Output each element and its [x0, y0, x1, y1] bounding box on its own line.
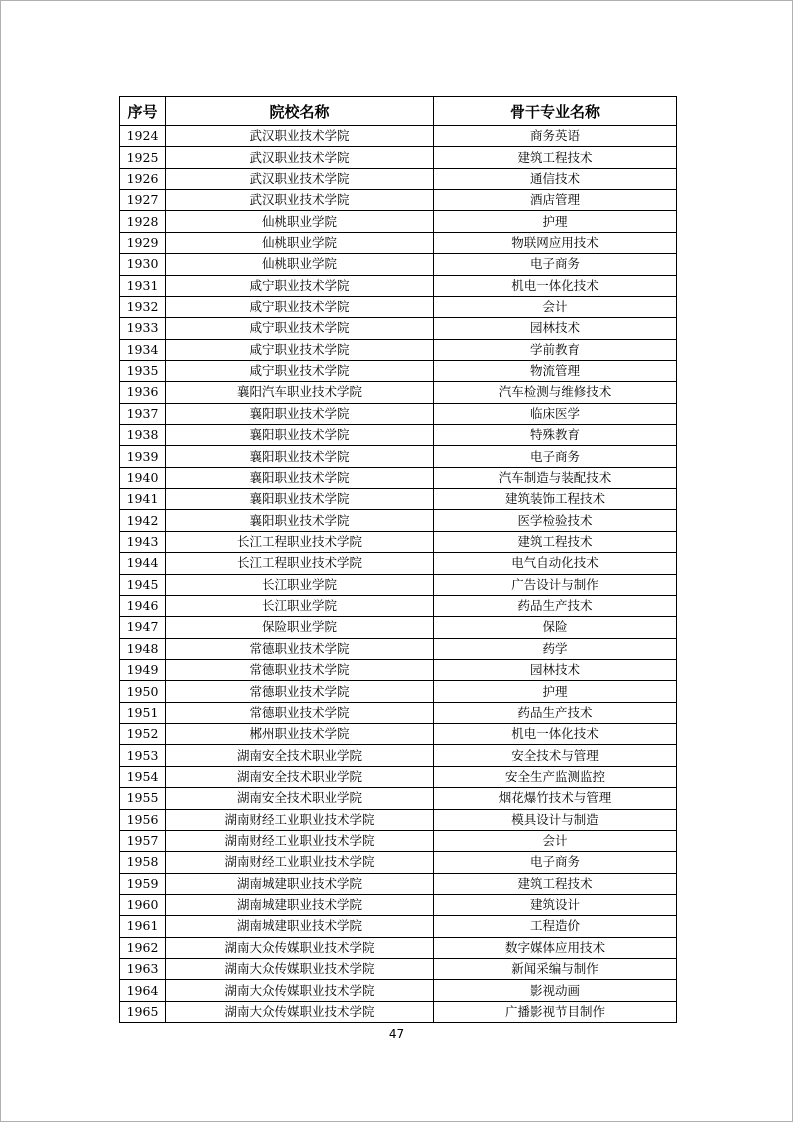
row-number-cell: 1950 [120, 681, 166, 702]
row-number-cell: 1937 [120, 403, 166, 424]
major-name-cell: 机电一体化技术 [434, 275, 677, 296]
school-name-cell: 湖南城建职业技术学院 [166, 873, 434, 894]
table-row [120, 809, 677, 830]
major-name-cell: 新闻采编与制作 [434, 959, 677, 980]
major-name-cell: 学前教育 [434, 339, 677, 360]
row-number-cell: 1935 [120, 360, 166, 381]
table-row [120, 232, 677, 253]
school-name-cell: 长江职业学院 [166, 595, 434, 616]
major-name-cell: 工程造价 [434, 916, 677, 937]
major-name-cell: 数字媒体应用技术 [434, 937, 677, 958]
school-name-cell: 湖南安全技术职业学院 [166, 788, 434, 809]
major-name-cell: 会计 [434, 296, 677, 317]
header-num: 序号 [120, 97, 166, 126]
major-name-cell: 安全技术与管理 [434, 745, 677, 766]
table-row [120, 403, 677, 424]
row-number-cell: 1963 [120, 959, 166, 980]
row-number-cell: 1948 [120, 638, 166, 659]
school-name-cell: 常德职业技术学院 [166, 681, 434, 702]
row-number-cell: 1944 [120, 553, 166, 574]
school-name-cell: 常德职业技术学院 [166, 638, 434, 659]
school-name-cell: 湖南大众传媒职业技术学院 [166, 980, 434, 1001]
table-row [120, 638, 677, 659]
row-number-cell: 1939 [120, 446, 166, 467]
table-row [120, 852, 677, 873]
school-name-cell: 湖南大众传媒职业技术学院 [166, 959, 434, 980]
major-name-cell: 安全生产监测监控 [434, 766, 677, 787]
school-name-cell: 仙桃职业学院 [166, 232, 434, 253]
major-name-cell: 护理 [434, 681, 677, 702]
table-row [120, 296, 677, 317]
school-name-cell: 襄阳职业技术学院 [166, 467, 434, 488]
table-row [120, 894, 677, 915]
row-number-cell: 1951 [120, 702, 166, 723]
school-name-cell: 湖南财经工业职业技术学院 [166, 809, 434, 830]
school-name-cell: 襄阳职业技术学院 [166, 489, 434, 510]
table-row [120, 659, 677, 680]
school-name-cell: 郴州职业技术学院 [166, 724, 434, 745]
school-name-cell: 长江职业学院 [166, 574, 434, 595]
major-name-cell: 广播影视节目制作 [434, 1001, 677, 1022]
school-name-cell: 湖南财经工业职业技术学院 [166, 852, 434, 873]
major-name-cell: 建筑装饰工程技术 [434, 489, 677, 510]
row-number-cell: 1964 [120, 980, 166, 1001]
majors-table [119, 96, 677, 1023]
school-name-cell: 襄阳汽车职业技术学院 [166, 382, 434, 403]
major-name-cell: 建筑工程技术 [434, 147, 677, 168]
table-row [120, 916, 677, 937]
table-row [120, 681, 677, 702]
page-number: 47 [388, 1027, 405, 1041]
school-name-cell: 湖南安全技术职业学院 [166, 745, 434, 766]
major-name-cell: 护理 [434, 211, 677, 232]
school-name-cell: 湖南安全技术职业学院 [166, 766, 434, 787]
table-row [120, 425, 677, 446]
table-row [120, 617, 677, 638]
table-row [120, 467, 677, 488]
row-number-cell: 1928 [120, 211, 166, 232]
school-name-cell: 武汉职业技术学院 [166, 147, 434, 168]
table-row [120, 446, 677, 467]
table-row [120, 595, 677, 616]
major-name-cell: 园林技术 [434, 659, 677, 680]
major-name-cell: 电子商务 [434, 446, 677, 467]
row-number-cell: 1945 [120, 574, 166, 595]
row-number-cell: 1959 [120, 873, 166, 894]
row-number-cell: 1946 [120, 595, 166, 616]
row-number-cell: 1961 [120, 916, 166, 937]
table-row [120, 766, 677, 787]
header-major: 骨干专业名称 [434, 97, 677, 126]
row-number-cell: 1958 [120, 852, 166, 873]
school-name-cell: 仙桃职业学院 [166, 254, 434, 275]
row-number-cell: 1938 [120, 425, 166, 446]
header-row [120, 97, 677, 126]
major-name-cell: 汽车制造与装配技术 [434, 467, 677, 488]
major-name-cell: 通信技术 [434, 168, 677, 189]
table-row [120, 830, 677, 851]
table-row [120, 873, 677, 894]
row-number-cell: 1930 [120, 254, 166, 275]
table-row [120, 190, 677, 211]
row-number-cell: 1940 [120, 467, 166, 488]
row-number-cell: 1934 [120, 339, 166, 360]
table-row [120, 147, 677, 168]
school-name-cell: 武汉职业技术学院 [166, 190, 434, 211]
row-number-cell: 1941 [120, 489, 166, 510]
school-name-cell: 湖南城建职业技术学院 [166, 894, 434, 915]
major-name-cell: 广告设计与制作 [434, 574, 677, 595]
row-number-cell: 1933 [120, 318, 166, 339]
row-number-cell: 1925 [120, 147, 166, 168]
major-name-cell: 物流管理 [434, 360, 677, 381]
row-number-cell: 1955 [120, 788, 166, 809]
major-name-cell: 临床医学 [434, 403, 677, 424]
major-name-cell: 会计 [434, 830, 677, 851]
row-number-cell: 1954 [120, 766, 166, 787]
school-name-cell: 常德职业技术学院 [166, 702, 434, 723]
major-name-cell: 电气自动化技术 [434, 553, 677, 574]
table-row [120, 788, 677, 809]
school-name-cell: 长江工程职业技术学院 [166, 553, 434, 574]
major-name-cell: 酒店管理 [434, 190, 677, 211]
table-row [120, 531, 677, 552]
major-name-cell: 医学检验技术 [434, 510, 677, 531]
table-row [120, 574, 677, 595]
major-name-cell: 保险 [434, 617, 677, 638]
school-name-cell: 襄阳职业技术学院 [166, 510, 434, 531]
major-name-cell: 建筑工程技术 [434, 873, 677, 894]
major-name-cell: 电子商务 [434, 254, 677, 275]
row-number-cell: 1960 [120, 894, 166, 915]
major-name-cell: 机电一体化技术 [434, 724, 677, 745]
major-name-cell: 建筑工程技术 [434, 531, 677, 552]
table-body [120, 126, 677, 1023]
school-name-cell: 长江工程职业技术学院 [166, 531, 434, 552]
major-name-cell: 特殊教育 [434, 425, 677, 446]
table-row [120, 724, 677, 745]
major-name-cell: 药学 [434, 638, 677, 659]
table-row [120, 126, 677, 147]
row-number-cell: 1929 [120, 232, 166, 253]
row-number-cell: 1952 [120, 724, 166, 745]
school-name-cell: 咸宁职业技术学院 [166, 318, 434, 339]
row-number-cell: 1936 [120, 382, 166, 403]
row-number-cell: 1947 [120, 617, 166, 638]
major-name-cell: 模具设计与制造 [434, 809, 677, 830]
major-name-cell: 电子商务 [434, 852, 677, 873]
table-row [120, 382, 677, 403]
school-name-cell: 湖南财经工业职业技术学院 [166, 830, 434, 851]
row-number-cell: 1956 [120, 809, 166, 830]
table-row [120, 702, 677, 723]
school-name-cell: 咸宁职业技术学院 [166, 275, 434, 296]
row-number-cell: 1927 [120, 190, 166, 211]
major-name-cell: 影视动画 [434, 980, 677, 1001]
school-name-cell: 保险职业学院 [166, 617, 434, 638]
table-row [120, 553, 677, 574]
school-name-cell: 武汉职业技术学院 [166, 126, 434, 147]
table-row [120, 937, 677, 958]
table-row [120, 745, 677, 766]
row-number-cell: 1965 [120, 1001, 166, 1022]
school-name-cell: 湖南大众传媒职业技术学院 [166, 1001, 434, 1022]
table-row [120, 1001, 677, 1022]
school-name-cell: 常德职业技术学院 [166, 659, 434, 680]
row-number-cell: 1953 [120, 745, 166, 766]
school-name-cell: 咸宁职业技术学院 [166, 296, 434, 317]
school-name-cell: 襄阳职业技术学院 [166, 403, 434, 424]
table-row [120, 510, 677, 531]
header-school: 院校名称 [166, 97, 434, 126]
school-name-cell: 湖南城建职业技术学院 [166, 916, 434, 937]
row-number-cell: 1962 [120, 937, 166, 958]
row-number-cell: 1932 [120, 296, 166, 317]
table-row [120, 980, 677, 1001]
school-name-cell: 湖南大众传媒职业技术学院 [166, 937, 434, 958]
major-name-cell: 建筑设计 [434, 894, 677, 915]
table-row [120, 360, 677, 381]
major-name-cell: 药品生产技术 [434, 595, 677, 616]
school-name-cell: 咸宁职业技术学院 [166, 360, 434, 381]
table-row [120, 318, 677, 339]
major-name-cell: 烟花爆竹技术与管理 [434, 788, 677, 809]
school-name-cell: 武汉职业技术学院 [166, 168, 434, 189]
table-header [120, 97, 677, 126]
table-row [120, 211, 677, 232]
school-name-cell: 襄阳职业技术学院 [166, 425, 434, 446]
table-row [120, 275, 677, 296]
row-number-cell: 1957 [120, 830, 166, 851]
school-name-cell: 仙桃职业学院 [166, 211, 434, 232]
school-name-cell: 咸宁职业技术学院 [166, 339, 434, 360]
table-row [120, 959, 677, 980]
major-name-cell: 园林技术 [434, 318, 677, 339]
row-number-cell: 1926 [120, 168, 166, 189]
table-row [120, 339, 677, 360]
school-name-cell: 襄阳职业技术学院 [166, 446, 434, 467]
row-number-cell: 1924 [120, 126, 166, 147]
row-number-cell: 1949 [120, 659, 166, 680]
row-number-cell: 1943 [120, 531, 166, 552]
major-name-cell: 药品生产技术 [434, 702, 677, 723]
row-number-cell: 1931 [120, 275, 166, 296]
table-row [120, 168, 677, 189]
major-name-cell: 汽车检测与维修技术 [434, 382, 677, 403]
table-row [120, 254, 677, 275]
major-name-cell: 物联网应用技术 [434, 232, 677, 253]
row-number-cell: 1942 [120, 510, 166, 531]
table-row [120, 489, 677, 510]
major-name-cell: 商务英语 [434, 126, 677, 147]
